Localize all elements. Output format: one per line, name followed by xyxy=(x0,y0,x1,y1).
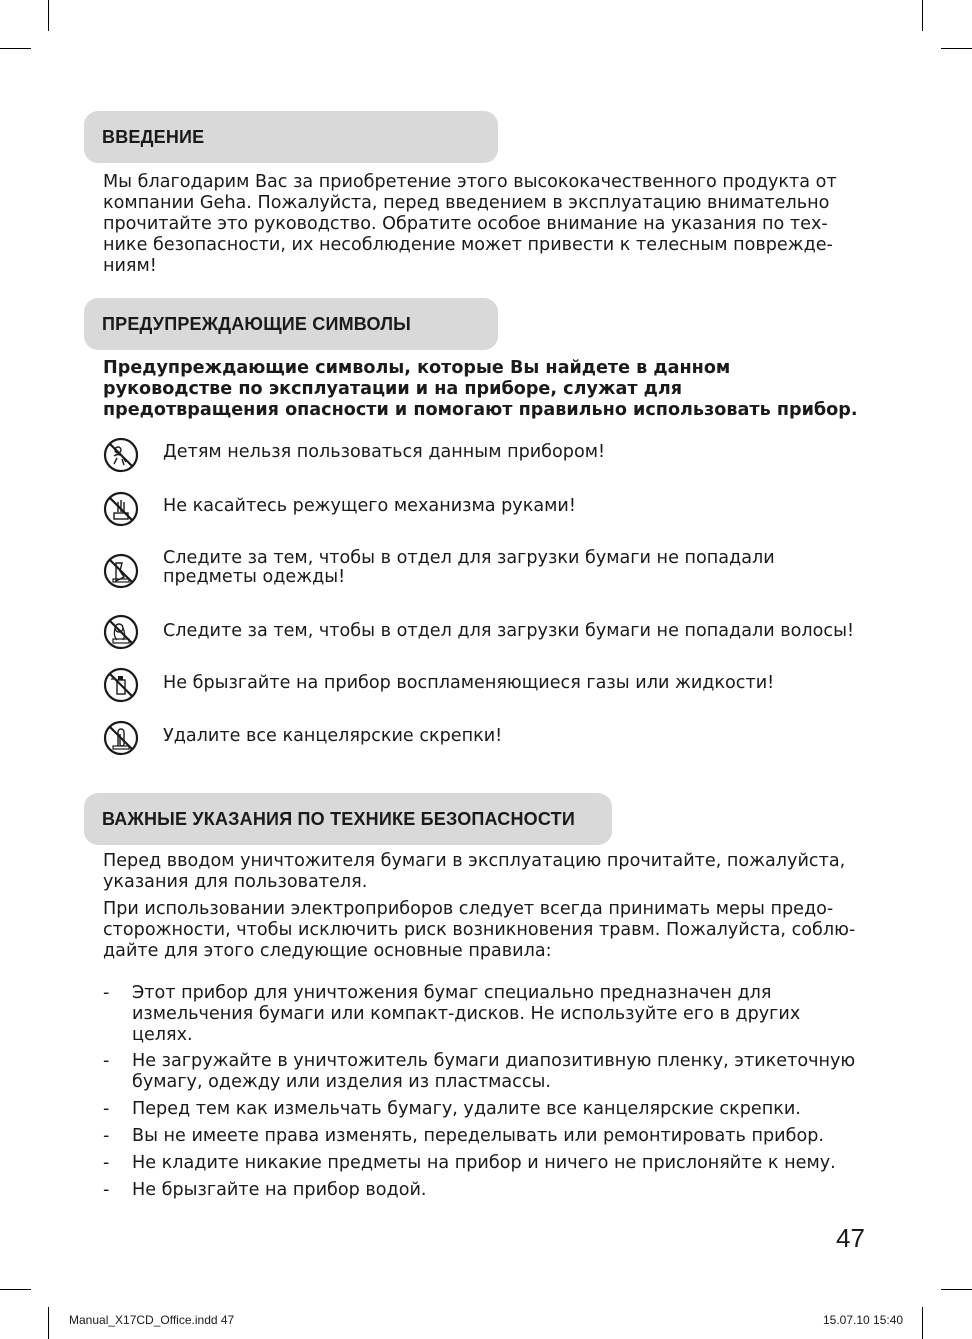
crop-mark xyxy=(922,0,923,31)
bullet-dash: - xyxy=(103,1153,110,1173)
list-item-text: Не загружайте в уничтожитель бумаги диапозитивную пленку, этикеточную бумагу, одежду или изделия из пластмассы. xyxy=(132,1051,856,1092)
warning-text: Удалите все канцелярские скрепки! xyxy=(163,726,503,746)
no-spray-icon xyxy=(103,667,139,703)
crop-mark xyxy=(922,1307,923,1339)
no-children-icon xyxy=(103,437,139,473)
warning-text: Не брызгайте на прибор воспламеняющиеся газы или жидкости! xyxy=(163,673,775,693)
list-item-text: Этот прибор для уничтожения бумаг специально предназначен для измельчения бумаги или компакт-дисков. Не используйте его в других целях. xyxy=(132,983,801,1045)
list-item xyxy=(103,983,863,1046)
list-item-text: Перед тем как измельчать бумагу, удалите все канцелярские скрепки. xyxy=(132,1099,801,1119)
safety-paragraph-2: При использовании электроприборов следует всегда принимать меры предо-сторожности, чтобы исключить риск возникновения травм. Пожалуйста, соблю-дайте для этого следующие основные правила: xyxy=(103,899,856,961)
list-item xyxy=(103,1180,863,1201)
bullet-dash: - xyxy=(103,1126,110,1146)
warnings-lead-paragraph: Предупреждающие символы, которые Вы найдете в данном руководстве по эксплуатации и на приборе, служат для предотвращения опасности и помогают правильно использовать прибор. xyxy=(103,358,858,420)
no-hands-icon xyxy=(103,491,139,527)
list-item xyxy=(103,1099,863,1120)
crop-mark xyxy=(941,1289,972,1290)
safety-paragraph-1: Перед вводом уничтожителя бумаги в эксплуатацию прочитайте, пожалуйста, указания для пользователя. xyxy=(103,851,846,892)
crop-mark xyxy=(0,48,31,49)
page-number: 47 xyxy=(836,1223,865,1253)
warning-text: Детям нельзя пользоваться данным прибором! xyxy=(163,442,606,462)
intro-section-header: ВВЕДЕНИЕ xyxy=(84,111,498,163)
list-item xyxy=(103,1126,863,1147)
bullet-dash: - xyxy=(103,1180,110,1200)
bullet-dash: - xyxy=(103,1099,110,1119)
bullet-dash: - xyxy=(103,1051,110,1071)
warning-text: Следите за тем, чтобы в отдел для загрузки бумаги не попадали волосы! xyxy=(163,621,855,641)
safety-section-header: ВАЖНЫЕ УКАЗАНИЯ ПО ТЕХНИКЕ БЕЗОПАСНОСТИ xyxy=(84,793,612,845)
safety-rules-list xyxy=(103,983,863,1201)
crop-mark xyxy=(0,1289,31,1290)
no-clothing-icon xyxy=(103,553,139,589)
warning-text: Не касайтесь режущего механизма руками! xyxy=(163,496,576,516)
footer-date-slug: 15.07.10 15:40 xyxy=(823,1313,904,1327)
list-item-text: Не кладите никакие предметы на прибор и ничего не прислоняйте к нему. xyxy=(132,1153,836,1173)
warning-text: Следите за тем, чтобы в отдел для загрузки бумаги не попадали предметы одежды! xyxy=(163,548,775,587)
crop-mark xyxy=(48,1307,49,1339)
crop-mark xyxy=(48,0,49,31)
warnings-section-header: ПРЕДУПРЕЖДАЮЩИЕ СИМВОЛЫ xyxy=(84,298,498,350)
list-item xyxy=(103,1153,863,1174)
list-item xyxy=(103,1051,863,1093)
list-item-text: Не брызгайте на прибор водой. xyxy=(132,1180,427,1200)
crop-mark xyxy=(941,48,972,49)
list-item-text: Вы не имеете права изменять, переделывать или ремонтировать прибор. xyxy=(132,1126,824,1146)
no-paperclips-icon xyxy=(103,720,139,756)
footer-file-slug: Manual_X17CD_Office.indd 47 xyxy=(69,1313,235,1327)
no-hair-icon xyxy=(103,614,139,650)
intro-paragraph: Мы благодарим Вас за приобретение этого высококачественного продукта от компании Geha. Пожалуйста, перед введением в эксплуатацию внимательно прочитайте это руководство. Обратите особое внимание на указания по тех-нике безопасности, их несоблюдение может привести к телесным поврежде-ниям! xyxy=(103,172,837,276)
bullet-dash: - xyxy=(103,983,110,1003)
